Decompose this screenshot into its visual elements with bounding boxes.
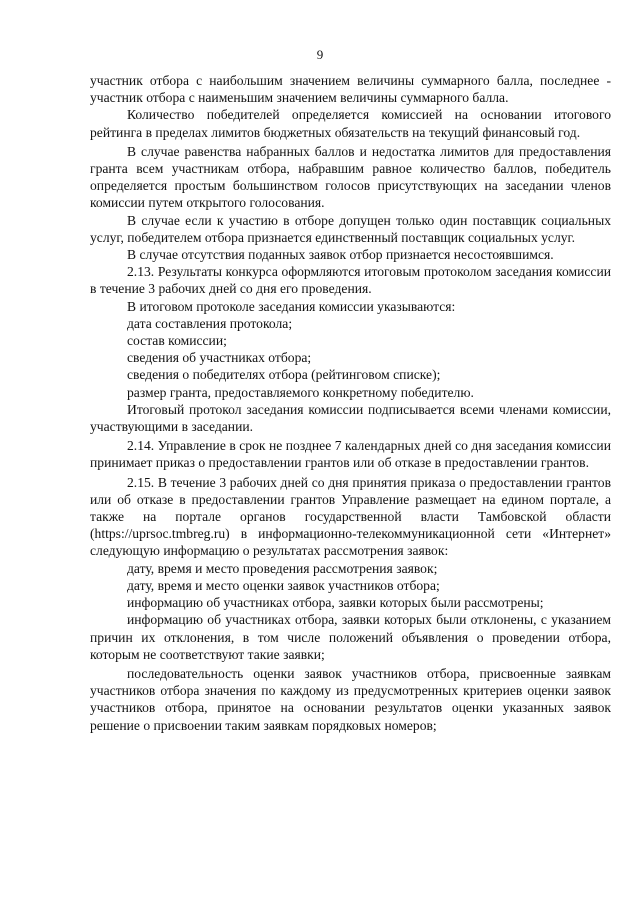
paragraph: 2.13. Результаты конкурса оформляются итоговым протоколом заседания комиссии в течение 3 рабочих дней со дня его проведения. [90, 264, 611, 297]
paragraph: В итоговом протоколе заседания комиссии указываются: [127, 298, 456, 314]
paragraph: В случае если к участию в отборе допущен только один поставщик социальных услуг, победителем отбора признается единственный поставщик социальных услуг. [90, 212, 611, 245]
list-item: сведения о победителях отбора (рейтинговом списке); [127, 367, 441, 383]
list-item: дата составления протокола; [127, 315, 293, 331]
paragraph: 2.15. В течение 3 рабочих дней со дня принятия приказа о предоставлении грантов или об отказе в предоставлении грантов Управление размещает на едином портале, а также на портале органов государственной власти Тамбовской области (https://uprsoc.tmbreg.ru) в информационно-телекоммуникационной сети «Интернет» следующую информацию о результатах рассмотрения заявок: [90, 474, 611, 559]
paragraph: информацию об участниках отбора, заявки которых были отклонены, с указанием причин их отклонения, в том числе положений объявления о проведении отбора, которым не соответствуют такие заявки; [90, 612, 611, 662]
paragraph: 2.14. Управление в срок не позднее 7 календарных дней со дня заседания комиссии принимает приказ о предоставлении грантов или об отказе в предоставлении грантов. [90, 438, 611, 471]
page-number: 9 [316, 47, 324, 62]
list-item: сведения об участниках отбора; [127, 350, 312, 366]
paragraph: последовательность оценки заявок участников отбора, присвоенные заявкам участников отбора значения по каждому из предусмотренных критериев оценки заявок участников отбора, принятое на основании результатов оценки указанных заявок решение о присвоении таким заявкам порядковых номеров; [90, 665, 611, 733]
list-item: информацию об участниках отбора, заявки которых были рассмотрены; [127, 595, 544, 611]
paragraph: участник отбора с наибольшим значением величины суммарного балла, последнее - участник отбора с наименьшим значением величины суммарного балла. [90, 73, 611, 106]
paragraph: Итоговый протокол заседания комиссии подписывается всеми членами комиссии, участвующими в заседании. [90, 401, 611, 435]
document-body [90, 72, 611, 734]
list-item: размер гранта, предоставляемого конкретному победителю. [127, 384, 474, 400]
list-item: дату, время и место проведения рассмотрения заявок; [127, 560, 438, 576]
list-item: дату, время и место оценки заявок участников отбора; [127, 577, 440, 593]
paragraph: Количество победителей определяется комиссией на основании итогового рейтинга в пределах лимитов бюджетных обязательств на текущий финансовый год. [90, 107, 611, 140]
list-item: состав комиссии; [127, 333, 227, 349]
paragraph: В случае равенства набранных баллов и недостатка лимитов для предоставления гранта всем участникам отбора, набравшим равное количество баллов, победитель определяется простым большинством голосов присутствующих на заседании членов комиссии путем открытого голосования. [90, 143, 611, 211]
paragraph: В случае отсутствия поданных заявок отбор признается несостоявшимся. [127, 247, 554, 263]
